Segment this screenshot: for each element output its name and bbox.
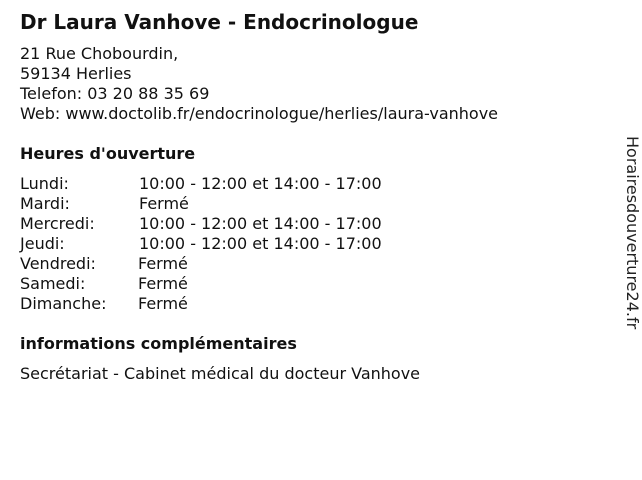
time-value: Fermé xyxy=(138,294,188,313)
website-text: Web: www.doctolib.fr/endocrinologue/herlies/laura-vanhove xyxy=(20,104,499,123)
time-value: Fermé xyxy=(139,194,189,213)
day-label: Mercredi: xyxy=(20,214,95,233)
time-value: 10:00 - 12:00 et 14:00 - 17:00 xyxy=(139,214,382,233)
time-value: 10:00 - 12:00 et 14:00 - 17:00 xyxy=(139,234,382,253)
day-label: Lundi: xyxy=(20,174,69,193)
time-value: 10:00 - 12:00 et 14:00 - 17:00 xyxy=(139,174,382,193)
phone-text: Telefon: 03 20 88 35 69 xyxy=(20,84,210,103)
page-title: Dr Laura Vanhove - Endocrinologue xyxy=(20,10,419,34)
address-city: 59134 Herlies xyxy=(20,64,132,83)
hours-heading: Heures d'ouverture xyxy=(20,144,196,163)
address-street: 21 Rue Chobourdin, xyxy=(20,44,179,63)
info-heading: informations complémentaires xyxy=(20,334,297,353)
info-text: Secrétariat - Cabinet médical du docteur Vanhove xyxy=(20,364,421,383)
day-label: Jeudi: xyxy=(20,234,65,253)
contact-block xyxy=(20,44,498,124)
day-label: Vendredi: xyxy=(20,254,96,273)
day-label: Dimanche: xyxy=(20,294,107,313)
time-value: Fermé xyxy=(138,254,188,273)
day-label: Mardi: xyxy=(20,194,70,213)
time-value: Fermé xyxy=(138,274,188,293)
site-watermark: Horairesdouverture24.fr xyxy=(623,136,642,330)
day-label: Samedi: xyxy=(20,274,86,293)
